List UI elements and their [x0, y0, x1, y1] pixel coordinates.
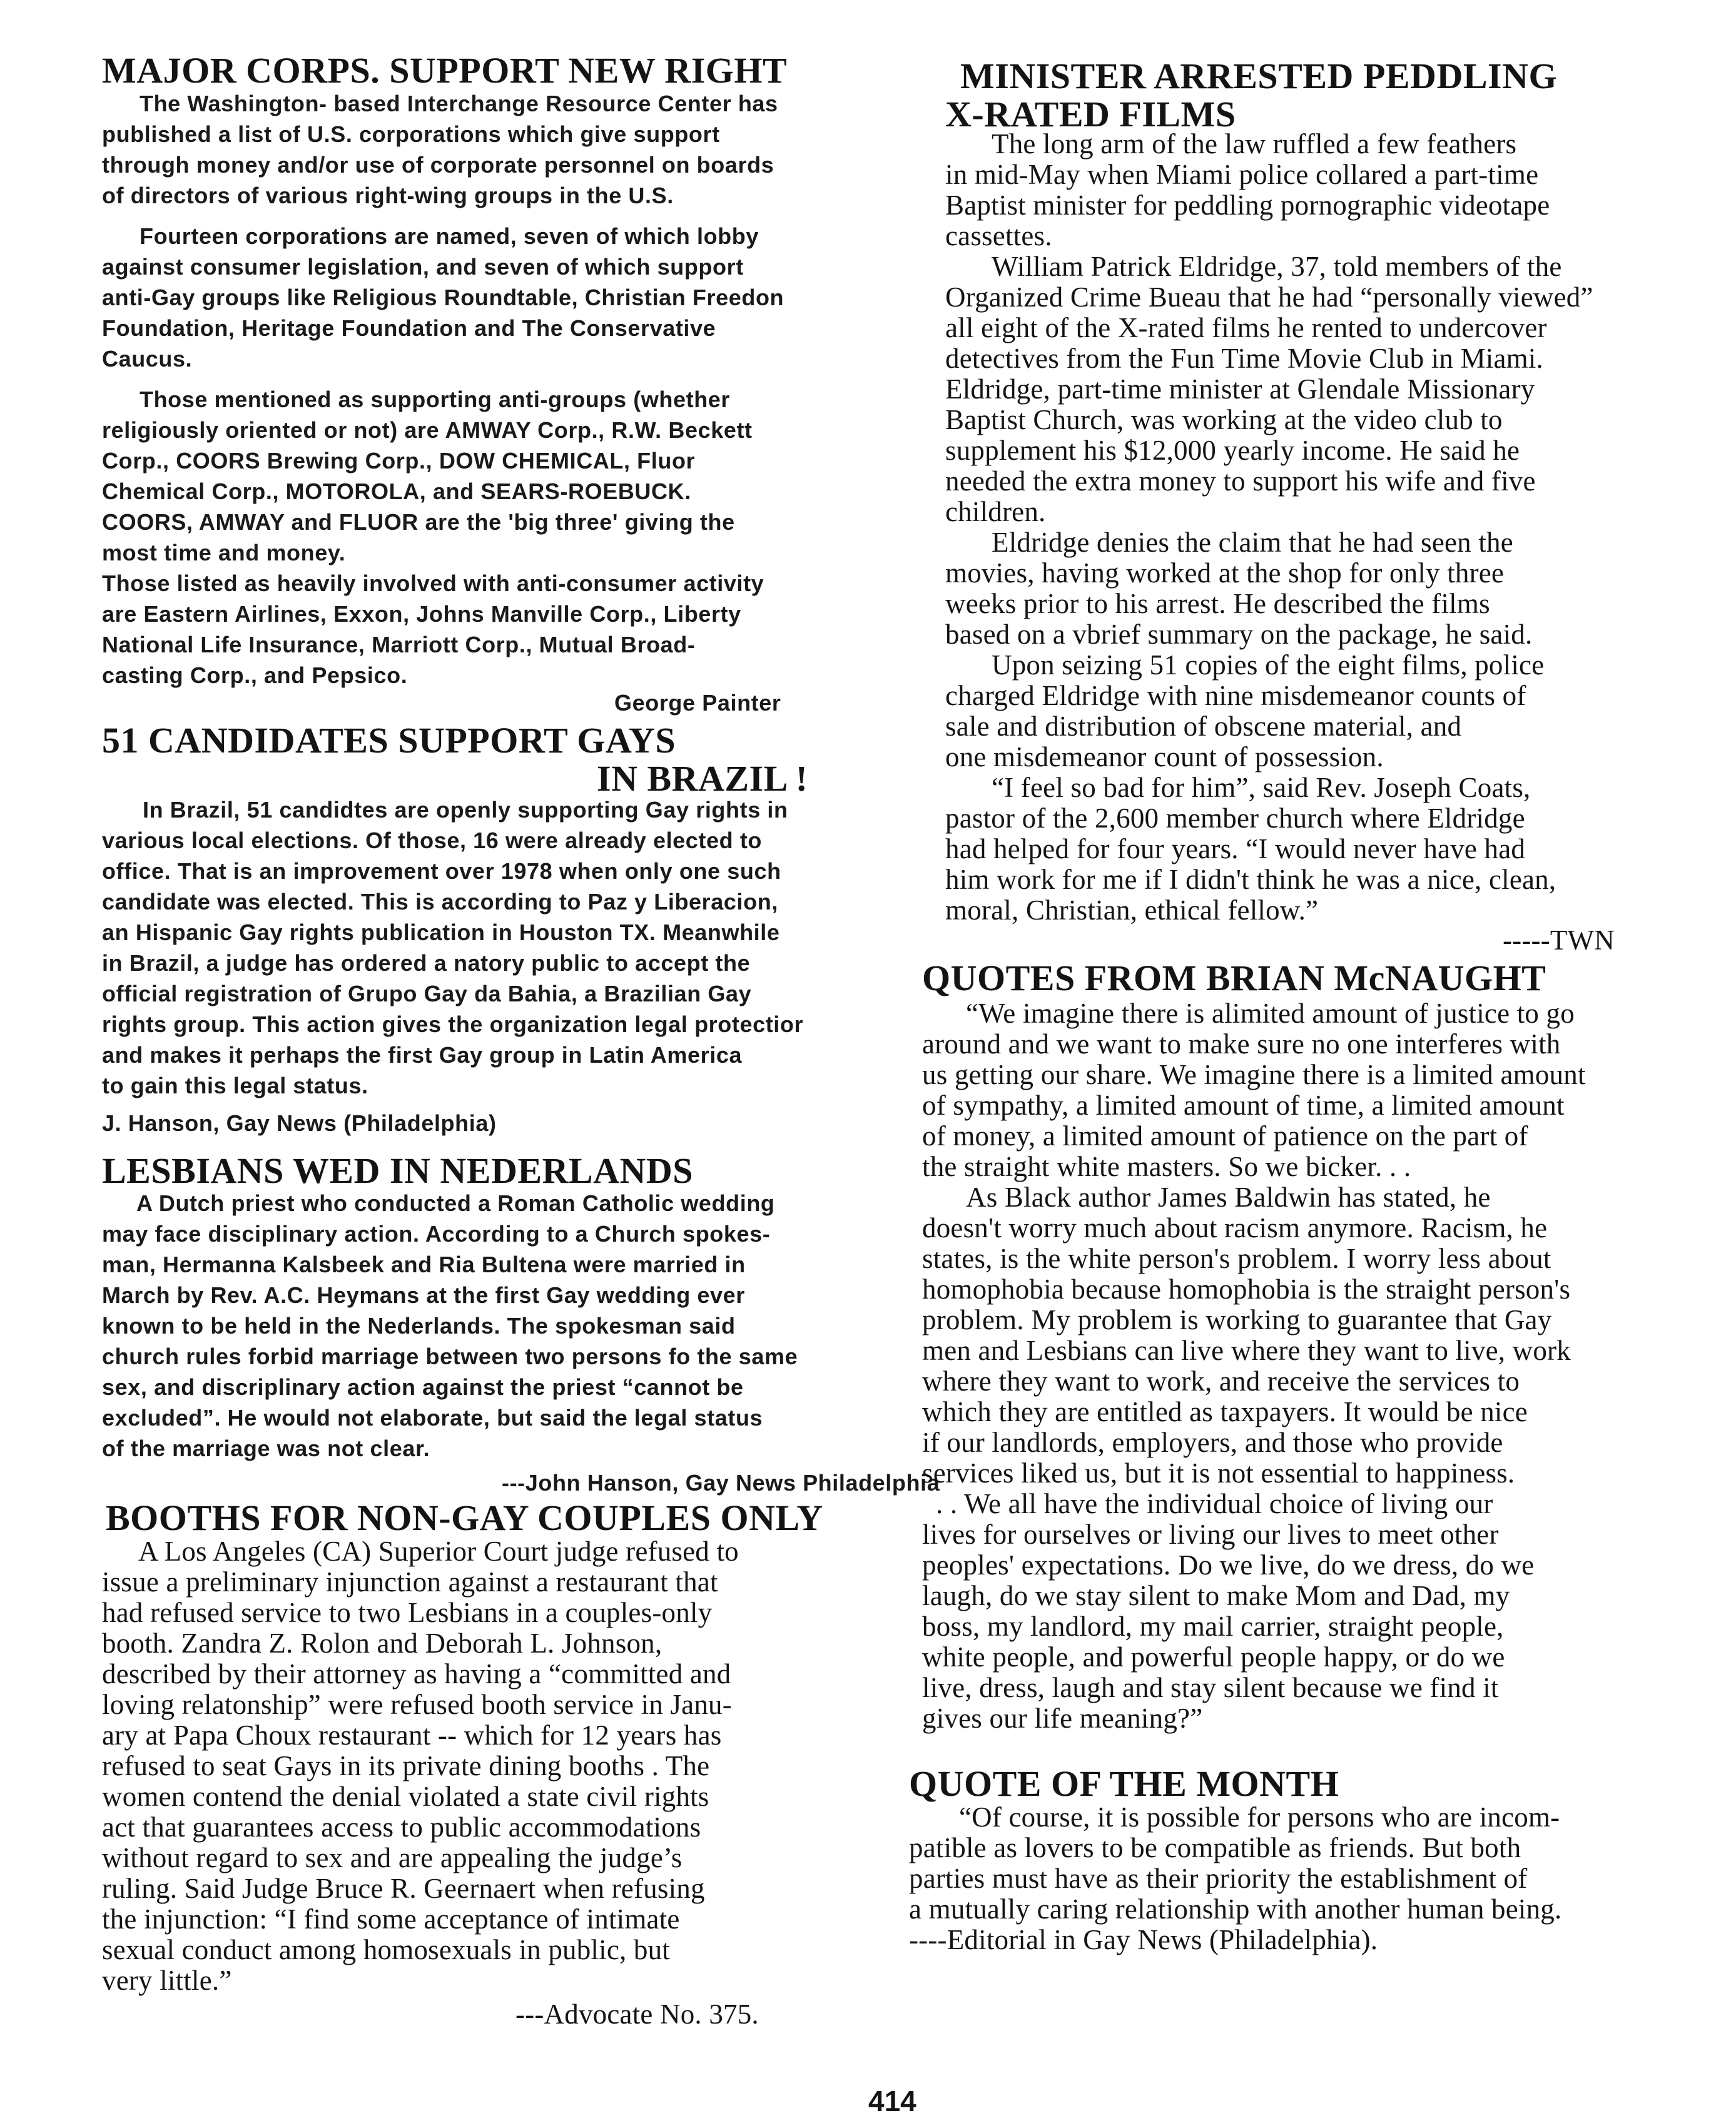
text-line: around and we want to make sure no one interferes with — [922, 1028, 1561, 1060]
byline-corps: George Painter — [614, 690, 781, 716]
text-line: church rules forbid marriage between two persons fo the same — [102, 1344, 798, 1369]
text-line: religiously oriented or not) are AMWAY Corp., R.W. Beckett — [102, 417, 753, 443]
text-line: charged Eldridge with nine misdemeanor counts of — [945, 680, 1526, 711]
text-line: Those mentioned as supporting anti-groups (whether — [140, 387, 731, 412]
text-line: where they want to work, and receive the services to — [922, 1366, 1520, 1397]
byline-booths: ---Advocate No. 375. — [515, 1999, 759, 2030]
text-line: white people, and powerful people happy, or do we — [922, 1641, 1505, 1673]
text-line: lives for ourselves or living our lives to meet other — [922, 1519, 1499, 1550]
text-line: ary at Papa Choux restaurant -- which for 12 years has — [102, 1720, 722, 1751]
text-line: services liked us, but it is not essential to happiness. — [922, 1457, 1515, 1489]
text-line: of sympathy, a limited amount of time, a limited amount — [922, 1090, 1565, 1121]
text-line: of the marriage was not clear. — [102, 1436, 430, 1461]
text-line: described by their attorney as having a “committed and — [102, 1658, 731, 1690]
text-line: of money, a limited amount of patience on the part of — [922, 1120, 1528, 1152]
text-line: patible as lovers to be compatible as friends. But both — [909, 1832, 1521, 1863]
text-line: official registration of Grupo Gay da Bahia, a Brazilian Gay — [102, 981, 752, 1006]
text-line: Upon seizing 51 copies of the eight films, police — [992, 649, 1545, 681]
text-line: Baptist Church, was working at the video club to — [945, 404, 1503, 435]
text-line: Caucus. — [102, 346, 193, 372]
article-body-mcnaught — [922, 998, 1586, 1734]
text-line: known to be held in the Nederlands. The spokesman said — [102, 1313, 736, 1339]
text-line: sexual conduct among homosexuals in public, but — [102, 1934, 670, 1965]
text-line: most time and money. — [102, 540, 346, 565]
byline-brazil: J. Hanson, Gay News (Philadelphia) — [102, 1110, 497, 1136]
byline-lesbians: ---John Hanson, Gay News Philadelphia — [502, 1470, 940, 1496]
article-body-brazil — [102, 794, 803, 1101]
text-line: cassettes. — [945, 220, 1052, 251]
article-body-lesbians — [102, 1188, 798, 1464]
text-line: very little.” — [102, 1965, 232, 1996]
text-line: William Patrick Eldridge, 37, told members of the — [992, 251, 1562, 282]
paragraph — [909, 1802, 1561, 1925]
paragraph — [102, 794, 803, 1101]
text-line: based on a vbrief summary on the package, he said. — [945, 619, 1533, 650]
text-line: doesn't worry much about racism anymore. Racism, he — [922, 1212, 1548, 1244]
text-line: “I feel so bad for him”, said Rev. Joseph Coats, — [992, 772, 1531, 803]
text-line: “Of course, it is possible for persons who are incom- — [959, 1801, 1560, 1833]
paragraph — [922, 998, 1586, 1182]
text-line: refused to seat Gays in its private dining booths . The — [102, 1750, 710, 1781]
paragraph — [945, 773, 1593, 926]
text-line: against consumer legislation, and seven of which support — [102, 254, 744, 280]
text-line: may face disciplinary action. According to a Church spokes- — [102, 1221, 771, 1247]
text-line: through money and/or use of corporate personnel on boards — [102, 152, 774, 178]
text-line: Chemical Corp., MOTOROLA, and SEARS-ROEBUCK. — [102, 479, 691, 504]
text-line: boss, my landlord, my mail carrier, straight people, — [922, 1611, 1504, 1642]
text-line: moral, Christian, ethical fellow.” — [945, 894, 1319, 926]
text-line: live, dress, laugh and stay silent because we find it — [922, 1672, 1499, 1703]
text-line: Baptist minister for peddling pornographic videotape — [945, 190, 1550, 221]
article-title-mcnaught: QUOTES FROM BRIAN McNAUGHT — [922, 958, 1546, 998]
text-line: National Life Insurance, Marriott Corp., Mutual Broad- — [102, 632, 696, 657]
text-line: women contend the denial violated a state civil rights — [102, 1781, 709, 1812]
text-line: are Eastern Airlines, Exxon, Johns Manville Corp., Liberty — [102, 601, 741, 627]
article-title-booths: BOOTHS FOR NON-GAY COUPLES ONLY — [106, 1497, 823, 1538]
text-line: candidate was elected. This is according to Paz y Liberacion, — [102, 889, 778, 915]
text-line: had helped for four years. “I would never have had — [945, 833, 1526, 864]
text-line: casting Corp., and Pepsico. — [102, 662, 408, 688]
article-title-brazil-line2: IN BRAZIL ! — [597, 758, 808, 799]
text-line: A Dutch priest who conducted a Roman Catholic wedding — [136, 1190, 775, 1216]
article-title-minister-line1: MINISTER ARRESTED PEDDLING — [960, 56, 1558, 96]
text-line: act that guarantees access to public accommodations — [102, 1811, 701, 1843]
byline-quote: ----Editorial in Gay News (Philadelphia). — [909, 1924, 1378, 1955]
text-line: “We imagine there is alimited amount of justice to go — [966, 998, 1575, 1029]
text-line: one misdemeanor count of possession. — [945, 741, 1384, 773]
text-line: an Hispanic Gay rights publication in Houston TX. Meanwhile — [102, 920, 780, 945]
text-line: the straight white masters. So we bicker. . . — [922, 1151, 1411, 1182]
text-line: and makes it perhaps the first Gay group in Latin America — [102, 1042, 743, 1068]
text-line: excluded”. He would not elaborate, but said the legal status — [102, 1405, 763, 1431]
paragraph — [102, 1188, 798, 1464]
text-line: Corp., COORS Brewing Corp., DOW CHEMICAL, Fluor — [102, 448, 696, 474]
article-body-minister — [945, 129, 1593, 926]
text-line: weeks prior to his arrest. He described the films — [945, 588, 1490, 619]
paragraph — [945, 527, 1593, 650]
article-body-quote — [909, 1802, 1561, 1925]
text-line: A Los Angeles (CA) Superior Court judge refused to — [138, 1536, 739, 1567]
article-body-corps — [102, 88, 784, 691]
text-line: sex, and discriplinary action against the priest “cannot be — [102, 1374, 744, 1400]
paragraph — [945, 129, 1593, 251]
text-line: The long arm of the law ruffled a few feathers — [992, 128, 1517, 160]
text-line: Foundation, Heritage Foundation and The Conservative — [102, 315, 716, 341]
text-line: us getting our share. We imagine there is a limited amount — [922, 1059, 1586, 1090]
paragraph — [945, 251, 1593, 527]
text-line: gives our life meaning?” — [922, 1703, 1203, 1734]
text-line: if our landlords, employers, and those who provide — [922, 1427, 1503, 1458]
text-line: issue a preliminary injunction against a restaurant that — [102, 1566, 718, 1598]
text-line: Eldridge, part-time minister at Glendale Missionary — [945, 373, 1535, 405]
byline-minister: -----TWN — [1503, 925, 1615, 956]
paragraph — [102, 568, 784, 691]
paragraph — [102, 88, 784, 211]
text-line: The Washington- based Interchange Resource Center has — [140, 91, 778, 116]
text-line: movies, having worked at the shop for only three — [945, 557, 1505, 589]
text-line: states, is the white person's problem. I worry less about — [922, 1243, 1551, 1274]
text-line: him work for me if I didn't think he was a nice, clean, — [945, 864, 1556, 895]
text-line: sale and distribution of obscene material, and — [945, 711, 1462, 742]
text-line: various local elections. Of those, 16 were already elected to — [102, 828, 763, 853]
article-title-quote: QUOTE OF THE MONTH — [909, 1763, 1339, 1804]
text-line: COORS, AMWAY and FLUOR are the 'big three' giving the — [102, 509, 735, 535]
text-line: supplement his $12,000 yearly income. He said he — [945, 435, 1520, 466]
text-line: ruling. Said Judge Bruce R. Geernaert when refusing — [102, 1873, 705, 1904]
text-line: to gain this legal status. — [102, 1073, 368, 1098]
article-title-lesbians: LESBIANS WED IN NEDERLANDS — [102, 1150, 694, 1191]
article-body-booths — [102, 1536, 739, 1996]
paragraph — [945, 650, 1593, 773]
text-line: laugh, do we stay silent to make Mom and Dad, my — [922, 1580, 1510, 1611]
text-line: Those listed as heavily involved with anti-consumer activity — [102, 570, 764, 596]
text-line: Organized Crime Bueau that he had “personally viewed” — [945, 281, 1593, 313]
paragraph — [922, 1182, 1586, 1489]
text-line: pastor of the 2,600 member church where Eldridge — [945, 803, 1525, 834]
text-line: office. That is an improvement over 1978 when only one such — [102, 858, 781, 884]
page-number: 414 — [868, 2085, 916, 2117]
paragraph — [102, 384, 784, 568]
text-line: a mutually caring relationship with another human being. — [909, 1893, 1562, 1925]
article-title-brazil-line1: 51 CANDIDATES SUPPORT GAYS — [102, 720, 676, 761]
text-line: detectives from the Fun Time Movie Club in Miami. — [945, 343, 1544, 374]
text-line: of directors of various right-wing groups in the U.S. — [102, 183, 674, 208]
text-line: As Black author James Baldwin has stated, he — [966, 1182, 1491, 1213]
text-line: . . We all have the individual choice of living our — [936, 1488, 1493, 1519]
text-line: problem. My problem is working to guarantee that Gay — [922, 1304, 1552, 1335]
text-line: loving relatonship” were refused booth service in Janu- — [102, 1689, 732, 1720]
text-line: men and Lesbians can live where they want to live, work — [922, 1335, 1571, 1366]
text-line: had refused service to two Lesbians in a couples-only — [102, 1597, 713, 1628]
text-line: man, Hermanna Kalsbeek and Ria Bultena were married in — [102, 1252, 746, 1277]
text-line: the injunction: “I find some acceptance of intimate — [102, 1903, 680, 1935]
text-line: anti-Gay groups like Religious Roundtable, Christian Freedon — [102, 285, 784, 310]
text-line: peoples' expectations. Do we live, do we dress, do we — [922, 1549, 1535, 1581]
text-line: parties must have as their priority the establishment of — [909, 1863, 1528, 1894]
text-line: booth. Zandra Z. Rolon and Deborah L. Johnson, — [102, 1628, 662, 1659]
text-line: without regard to sex and are appealing the judge’s — [102, 1842, 683, 1873]
text-line: In Brazil, 51 candidtes are openly supporting Gay rights in — [143, 797, 788, 823]
text-line: which they are entitled as taxpayers. It would be nice — [922, 1396, 1528, 1427]
text-line: children. — [945, 496, 1046, 527]
text-line: homophobia because homophobia is the straight person's — [922, 1274, 1571, 1305]
paragraph — [102, 1536, 739, 1996]
text-line: rights group. This action gives the organization legal protectior — [102, 1011, 804, 1037]
article-title-corps: MAJOR CORPS. SUPPORT NEW RIGHT — [102, 50, 788, 91]
text-line: March by Rev. A.C. Heymans at the first Gay wedding ever — [102, 1282, 745, 1308]
text-line: in mid-May when Miami police collared a part-time — [945, 159, 1539, 190]
text-line: published a list of U.S. corporations which give support — [102, 121, 720, 147]
text-line: in Brazil, a judge has ordered a natory public to accept the — [102, 950, 751, 976]
text-line: needed the extra money to support his wife and five — [945, 465, 1536, 497]
text-line: Fourteen corporations are named, seven of which lobby — [140, 223, 759, 249]
paragraph — [102, 221, 784, 374]
text-line: all eight of the X-rated films he rented to undercover — [945, 312, 1547, 343]
paragraph — [922, 1489, 1586, 1734]
article-title-minister-line2: X-RATED FILMS — [945, 94, 1236, 134]
text-line: Eldridge denies the claim that he had seen the — [992, 527, 1513, 558]
